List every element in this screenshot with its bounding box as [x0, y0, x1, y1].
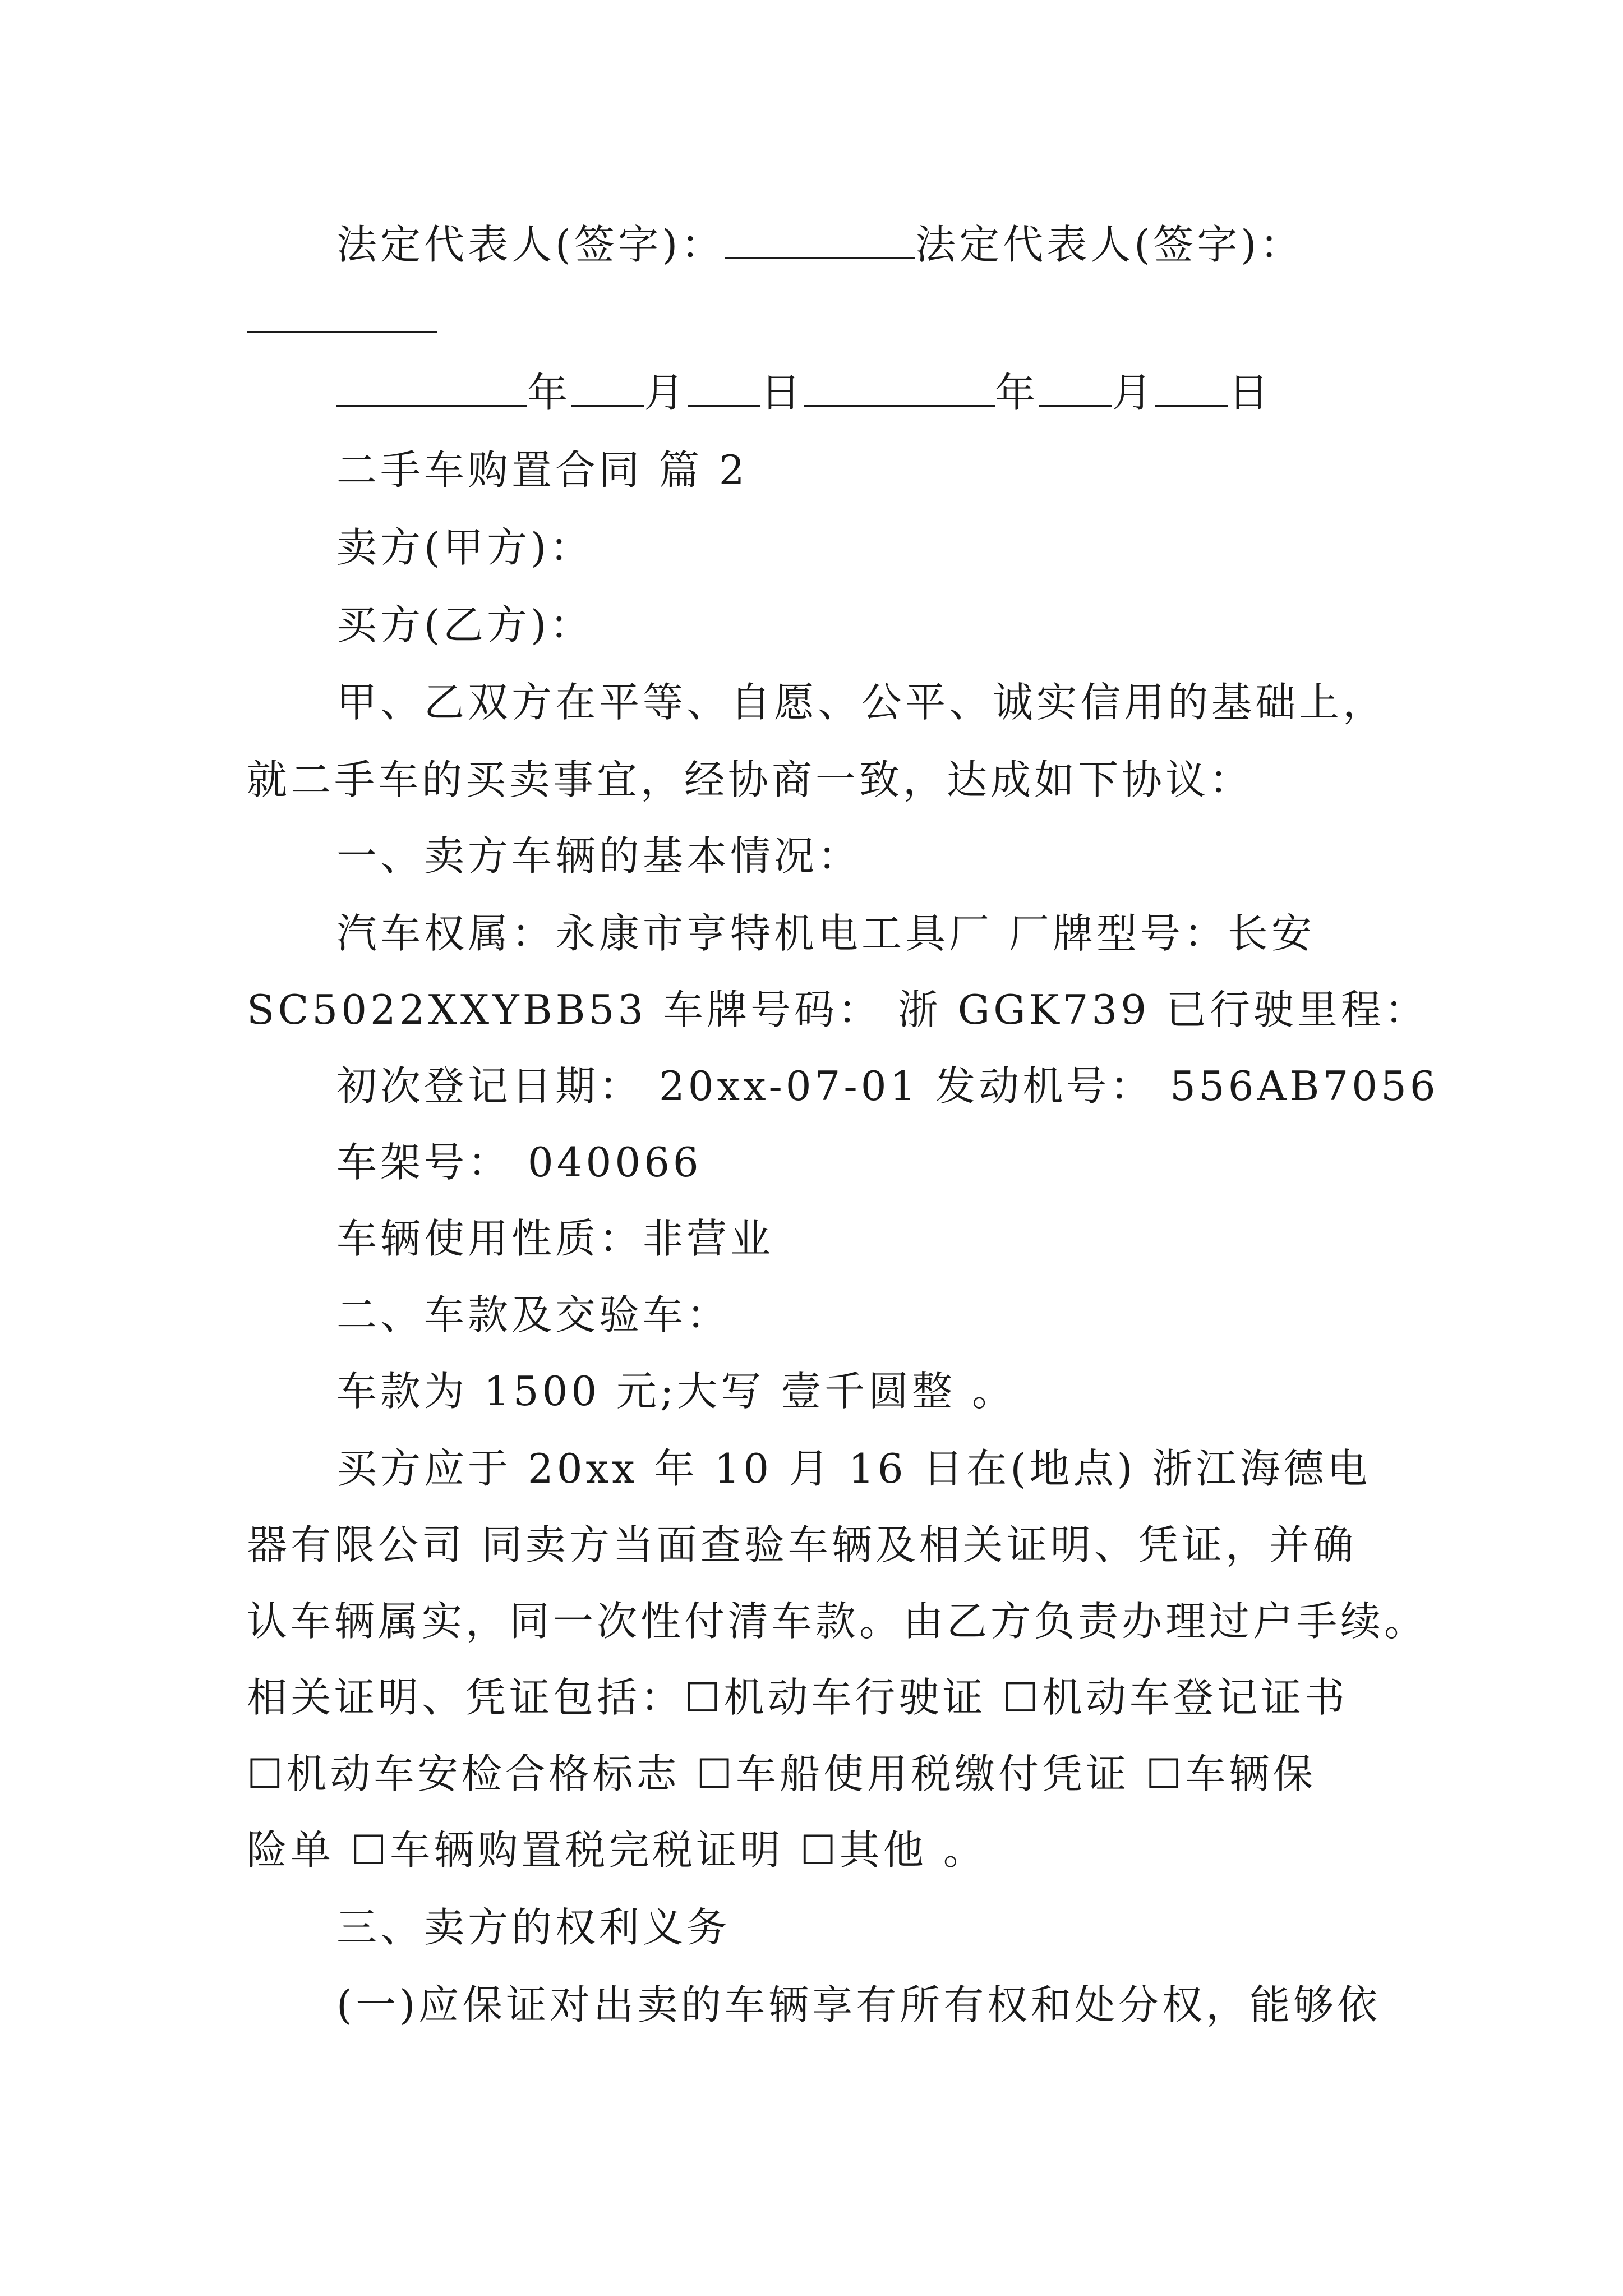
frame-number-line: 车架号： 040066	[336, 1139, 702, 1186]
section-title: 二手车购置合同 篇 2	[336, 447, 748, 494]
vehicle-owner-line-1: 汽车权属：永康市亨特机电工具厂 厂牌型号：长安	[336, 910, 1315, 957]
signature-row	[336, 218, 1303, 272]
heading-price-inspection: 二、车款及交验车：	[336, 1291, 731, 1338]
documents-line-1: 相关证明、凭证包括：☐机动车行驶证 ☐机动车登记证书	[247, 1674, 1348, 1721]
documents-line-2: ☐机动车安检合格标志 ☐车船使用税缴付凭证 ☐车辆保	[247, 1750, 1317, 1797]
legal-rep-label-party-b: 法定代表人(签字)：	[915, 221, 1304, 268]
day-label-b: 日	[1228, 369, 1272, 416]
intro-paragraph-line-1: 甲、乙双方在平等、自愿、公平、诚实信用的基础上，	[336, 679, 1387, 726]
day-label-a: 日	[760, 369, 805, 416]
day-blank-a[interactable]	[688, 366, 760, 407]
documents-line-3: 险单 ☐车辆购置税完税证明 ☐其他 。	[247, 1826, 987, 1874]
signature-blank-row	[247, 292, 437, 346]
month-blank-b[interactable]	[1039, 366, 1112, 407]
duty-line-1: (一)应保证对出卖的车辆享有所有权和处分权，能够依	[336, 1981, 1381, 2028]
price-line: 车款为 1500 元;大写 壹千圆整 。	[336, 1368, 1016, 1415]
heading-seller-duties: 三、卖方的权利义务	[336, 1904, 731, 1951]
registration-line: 初次登记日期： 20xx-07-01 发动机号： 556AB7056	[336, 1062, 1439, 1110]
vehicle-owner-line-2: SC5022XXYBB53 车牌号码： 浙 GGK739 已行驶里程：	[247, 986, 1428, 1033]
signature-blank-party-a[interactable]	[725, 218, 915, 259]
month-label-a: 月	[644, 369, 688, 416]
inspection-line-2: 器有限公司 同卖方当面查验车辆及相关证明、凭证，并确	[247, 1521, 1357, 1568]
year-label-a: 年	[527, 369, 571, 416]
usage-line: 车辆使用性质：非营业	[336, 1215, 774, 1262]
intro-paragraph-line-2: 就二手车的买卖事宜，经协商一致，达成如下协议：	[247, 756, 1253, 803]
year-blank-a[interactable]	[336, 366, 527, 407]
seller-line: 卖方(甲方)：	[336, 524, 594, 571]
year-label-b: 年	[995, 369, 1039, 416]
month-label-b: 月	[1112, 369, 1156, 416]
inspection-line-1: 买方应于 20xx 年 10 月 16 日在(地点) 浙江海德电	[336, 1445, 1371, 1492]
inspection-line-3: 认车辆属实，同一次性付清车款。由乙方负责办理过户手续。	[247, 1598, 1428, 1645]
heading-vehicle-info: 一、卖方车辆的基本情况：	[336, 832, 862, 880]
date-row	[336, 366, 1272, 420]
signature-blank-party-b[interactable]	[247, 292, 437, 333]
day-blank-b[interactable]	[1155, 366, 1228, 407]
year-blank-b[interactable]	[804, 366, 995, 407]
legal-rep-label-party-a: 法定代表人(签字)：	[336, 221, 725, 268]
buyer-line: 买方(乙方)：	[336, 601, 594, 648]
month-blank-a[interactable]	[571, 366, 644, 407]
